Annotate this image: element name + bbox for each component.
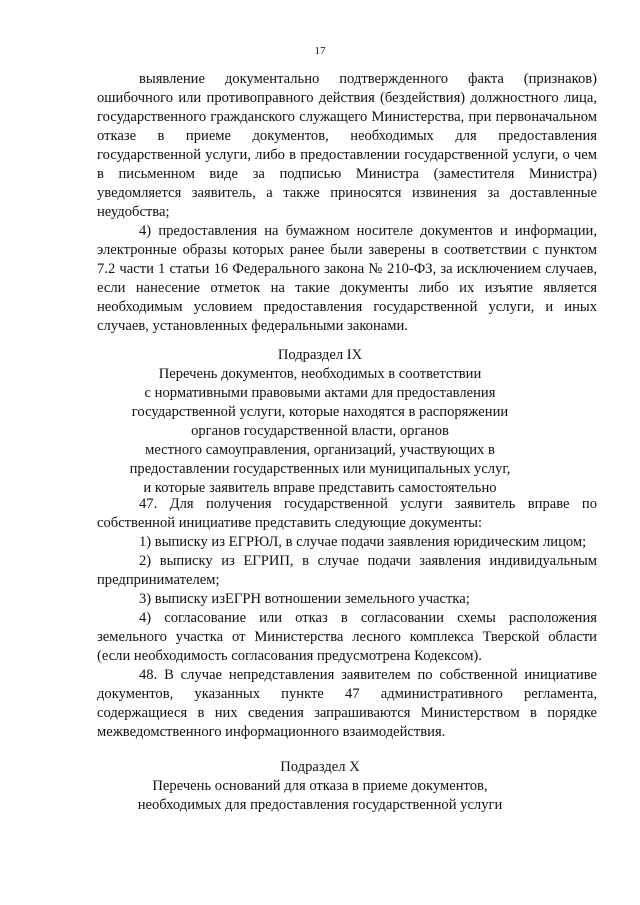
text-block-1 [97,70,597,336]
subsection-9-title-line: Перечень документов, необходимых в соответствии [158,366,482,382]
subsection-9-heading-block [60,346,580,498]
page-number: 17 [314,45,326,57]
list-item-1-egrul: 1) выписку из ЕГРЮЛ, в случае подачи заявления юридическим лицом; [139,534,587,550]
list-item-2-egrip: 2) выписку из ЕГРИП, в случае подачи заявления индивидуальным предпринимателем; [97,553,597,588]
paragraph-47: 47. Для получения государственной услуги заявитель вправе по собственной инициативе представить следующие документы: [97,496,597,531]
subsection-9-title-line: органов государственной власти, органов [191,423,449,439]
subsection-9-title-line: предоставлении государственных или муниципальных услуг, [129,461,511,477]
subsection-9-title-line: государственной услуги, которые находятся в распоряжении [131,404,509,420]
subsection-9-title-line: с нормативными правовыми актами для предоставления [144,385,496,401]
text-block-2 [97,495,597,742]
subsection-10-heading: Подраздел X [280,759,360,775]
subsection-9-heading: Подраздел IX [277,347,363,363]
paragraph-identified-error: выявление документально подтвержденного факта (признаков) ошибочного или противоправного действия (бездействия) должностного лица, государственного гражданского служащего Министерства, при первоначальном отказе в приеме документов, необходимых для предоставления государственной услуги, либо в предоставлении государственной услуги, о чем в письменном виде за подписью Министра (заместителя Министра) уведомляется заявитель, а также приносятся извинения за доставленные неудобства; [97,71,597,220]
paragraph-48: 48. В случае непредставления заявителем по собственной инициативе документов, указанных пункте 47 административного регламента, содержащиеся в них сведения запрашиваются Министерством в порядке межведомственного информационного взаимодействия. [97,667,597,740]
subsection-10-title-line: Перечень оснований для отказа в приеме документов, [152,778,488,794]
subsection-10-title-line: необходимых для предоставления государственной услуги [137,797,503,813]
list-item-3-egrn: 3) выписку изЕГРН вотношении земельного участка; [139,591,470,607]
list-item-4-approval: 4) согласование или отказ в согласовании схемы расположения земельного участка от Министерства лесного комплекса Тверской области (если необходимость согласования предусмотрена Кодексом). [97,610,597,664]
subsection-10-heading-block [60,758,580,815]
subsection-9-title-line: и которые заявитель вправе представить самостоятельно [143,480,497,496]
subsection-9-title-line: местного самоуправления, организаций, участвующих в [145,442,495,458]
paragraph-item-4-paper-documents: 4) предоставления на бумажном носителе документов и информации, электронные образы которых ранее были заверены в соответствии с пунктом 7.2 части 1 статьи 16 Федерального закона № 210-ФЗ, за исключением случаев, если нанесение отметок на такие документы либо их изъятие является необходимым условием предоставления государственной услуги, и иных случаев, установленных федеральными законами. [97,223,597,334]
